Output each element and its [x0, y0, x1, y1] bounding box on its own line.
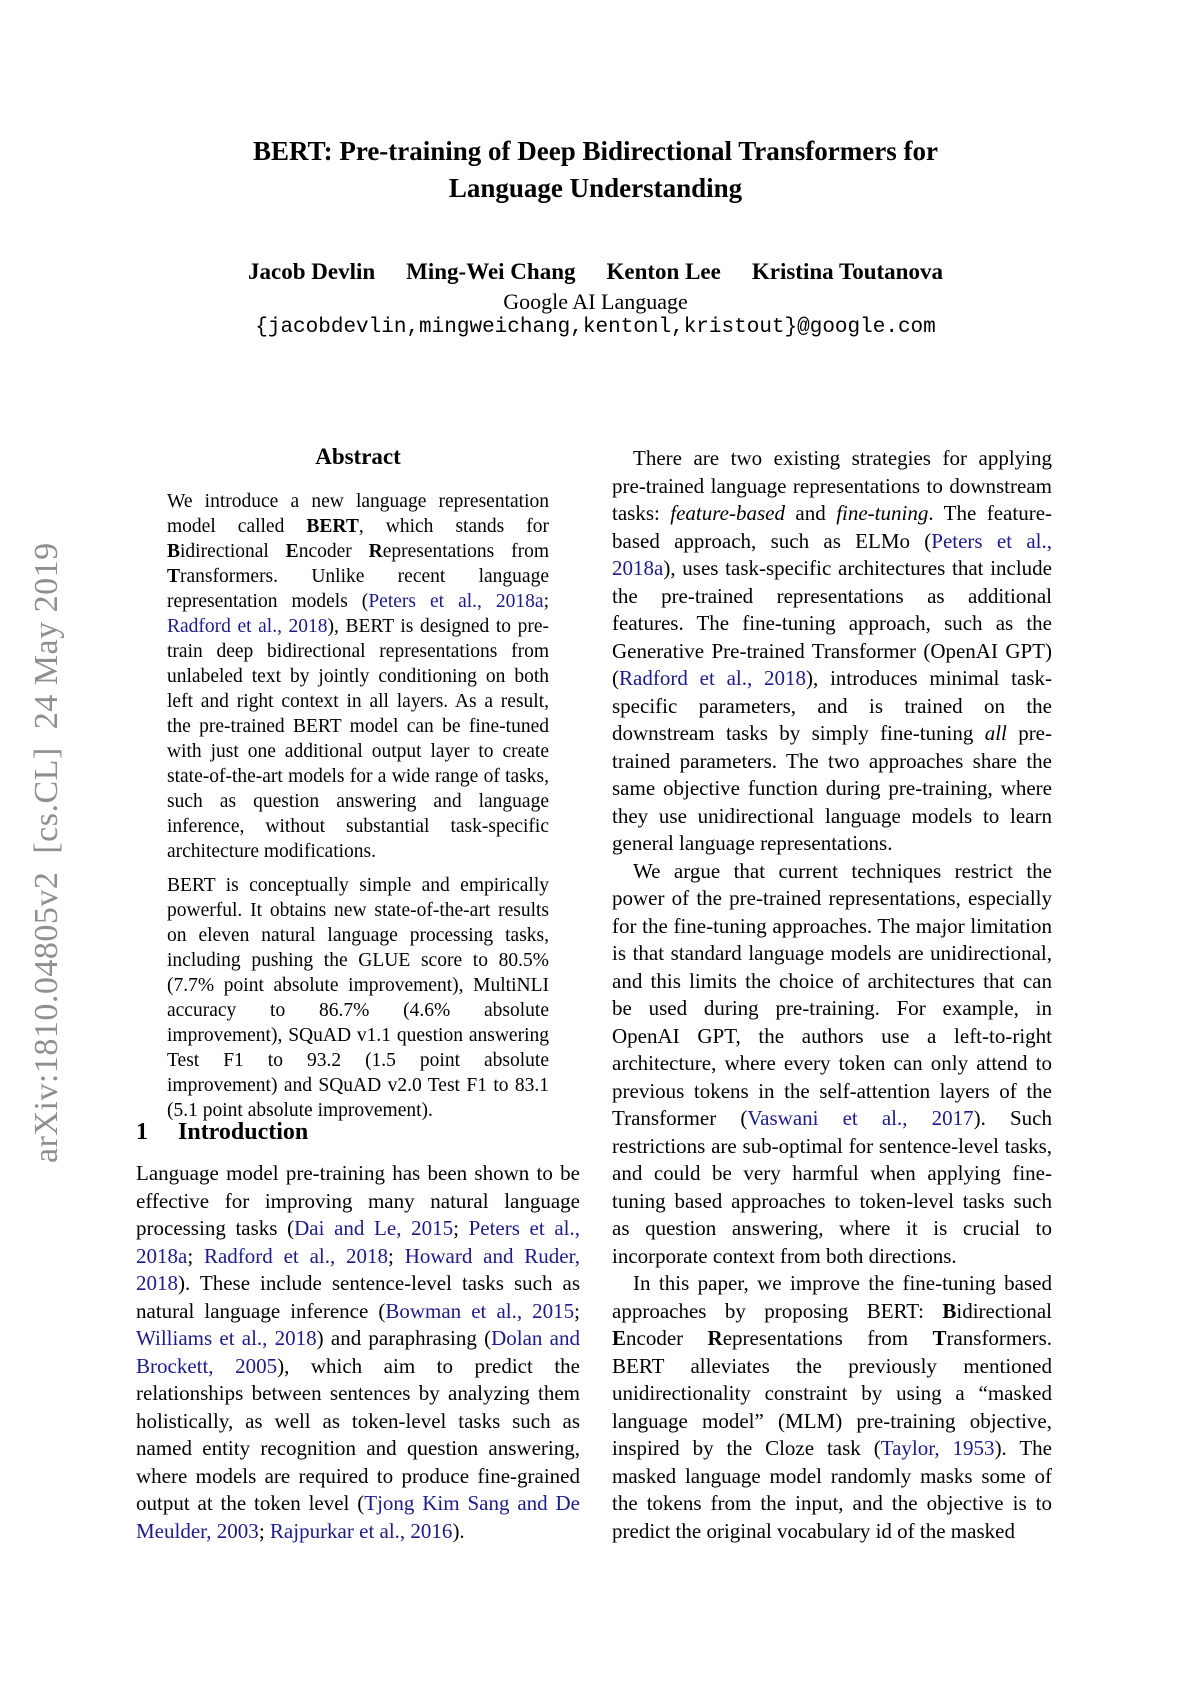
paper-title-line: BERT: Pre-training of Deep Bidirectional Transformers for	[253, 136, 938, 166]
bold-text: E	[285, 541, 299, 562]
text-run: ), which aim to predict the relationships between sentences by analyzing them holistically, as well as token-level tasks such as named entity recognition and question answering, where models are required to produce fine-grained output at the token level (	[136, 1353, 580, 1515]
text-run: idirectional	[956, 1298, 1052, 1323]
citation-link[interactable]: Rajpurkar et al., 2016	[269, 1518, 453, 1543]
author-list	[0, 258, 1191, 286]
author-name: Jacob Devlin	[248, 259, 376, 284]
bold-text: R	[707, 1326, 723, 1350]
author-name: Kenton Lee	[606, 259, 721, 284]
citation-link[interactable]: Peters et al., 2018a	[136, 1216, 580, 1268]
section-number: 1	[136, 1119, 148, 1145]
citation-link[interactable]: Radford et al., 2018	[619, 666, 807, 690]
citation-link[interactable]: Radford et al., 2018	[167, 616, 328, 637]
body-paragraph	[136, 1160, 580, 1545]
italic-text: fine-tuning	[836, 501, 929, 525]
text-run: ), uses task-specific architectures that include the pre-trained representations as additional features. The fine-tuning approach, such as the Generative Pre-trained Transformer (OpenAI GPT) (	[612, 556, 1052, 690]
citation-link[interactable]: Radford et al., 2018	[203, 1243, 389, 1268]
body-paragraph	[612, 445, 1052, 858]
text-run: ransformers. Unlike recent language representation models (	[167, 566, 549, 612]
text-run: ;	[258, 1518, 270, 1543]
right-column	[612, 445, 1052, 1545]
text-run: ncoder	[298, 541, 369, 562]
section-heading-introduction	[136, 1119, 580, 1146]
bold-text: B	[167, 541, 181, 562]
body-paragraph	[612, 1270, 1052, 1545]
text-run: ).	[452, 1518, 465, 1543]
text-run: ), introduces minimal task-specific parameters, and is trained on the downstream tasks by simply fine-tuning	[612, 666, 1052, 745]
citation-link[interactable]: Taylor, 1953	[880, 1436, 995, 1460]
text-run: ;	[453, 1216, 469, 1240]
text-run: epresentations from	[382, 541, 549, 562]
text-run: In this paper, we improve the fine-tuning based approaches by proposing BERT:	[612, 1271, 1052, 1323]
text-run: Language model pre-training has been shown to be effective for improving many natural language processing tasks (	[136, 1161, 580, 1240]
bold-text: T	[167, 566, 181, 587]
body-paragraph	[612, 858, 1052, 1271]
bold-text: B	[942, 1298, 957, 1323]
arxiv-stamp-text: arXiv:1810.04805v2 [cs.CL] 24 May 2019	[28, 542, 65, 1163]
citation-link[interactable]: Vaswani et al., 2017	[747, 1106, 974, 1130]
citation-link[interactable]: Tjong Kim Sang and De Meulder, 2003	[136, 1491, 580, 1543]
text-run: We argue that current techniques restrict the power of the pre-trained representations, especially for the fine-tuning approaches. The major limitation is that standard language models are unidirectional, and this limits the choice of architectures that can be used during pre-training. For example, in OpenAI GPT, the authors use a left-to-right architecture, where every token can only attend to previous tokens in the self-attention layers of the Transformer (	[612, 858, 1052, 1130]
text-run: . The feature-based approach, such as ELMo (	[612, 501, 1053, 553]
text-run: There are two existing strategies for applying pre-trained language representations to downstream tasks:	[612, 446, 1052, 525]
citation-link[interactable]: Peters et al., 2018a	[368, 591, 544, 612]
text-run: ;	[543, 591, 549, 612]
text-run: BERT is conceptually simple and empirically powerful. It obtains new state-of-the-art results on eleven natural language processing tasks, including pushing the GLUE score to 80.5% (7.7% point absolute improvement), MultiNLI accuracy to 86.7% (4.6% absolute improvement), SQuAD v1.1 question answering Test F1 to 93.2 (1.5 point absolute improvement) and SQuAD v2.0 Test F1 to 83.1 (5.1 point absolute improvement).	[167, 875, 549, 1121]
citation-link[interactable]: Peters et al., 2018a	[612, 528, 1052, 580]
abstract-paragraph	[167, 489, 549, 864]
bold-text: E	[612, 1326, 627, 1350]
text-run: ;	[388, 1243, 405, 1268]
italic-text: all	[984, 721, 1007, 745]
section-title: Introduction	[178, 1119, 309, 1145]
citation-link[interactable]: Williams et al., 2018	[136, 1326, 317, 1350]
bold-text: R	[368, 541, 383, 562]
citation-link[interactable]: Dolan and Brockett, 2005	[136, 1326, 580, 1378]
citation-link[interactable]: Dai and Le, 2015	[294, 1216, 454, 1240]
arxiv-stamp	[28, 542, 66, 1163]
abstract-heading: Abstract	[315, 444, 401, 469]
author-name: Ming-Wei Chang	[406, 259, 576, 284]
abstract-body	[167, 489, 549, 1132]
citation-link[interactable]: Howard and Ruder, 2018	[136, 1243, 581, 1295]
italic-text: feature-based	[670, 501, 785, 525]
author-name: Kristina Toutanova	[751, 259, 943, 284]
abstract-paragraph	[167, 873, 549, 1123]
text-run: ), BERT is designed to pre-train deep bidirectional representations from unlabeled text by jointly conditioning on both left and right context in all layers. As a result, the pre-trained BERT model can be fine-tuned with just one additional output layer to create state-of-the-art models for a wide range of tasks, such as question answering and language inference, without substantial task-specific architecture modifications.	[167, 616, 549, 862]
text-run: ;	[574, 1298, 580, 1323]
email-line: {jacobdevlin,mingweichang,kentonl,kristout}@google.com	[255, 316, 936, 339]
citation-link[interactable]: Bowman et al., 2015	[385, 1298, 575, 1323]
bold-text: BERT	[306, 516, 359, 537]
text-run: ransformers. BERT alleviates the previously mentioned unidirectionality constraint by using a “masked language model” (MLM) pre-training objective, inspired by the Cloze task (	[612, 1326, 1052, 1460]
text-run: ). These include sentence-level tasks such as natural language inference (	[136, 1271, 580, 1323]
paper-title-line: Language Understanding	[448, 173, 743, 203]
text-run: ncoder	[626, 1326, 708, 1350]
text-run: ). The masked language model randomly masks some of the tokens from the input, and the objective is to predict the original vocabulary id of the masked	[612, 1436, 1052, 1543]
text-run: ). Such restrictions are sub-optimal for sentence-level tasks, and could be very harmful when applying fine-tuning based approaches to token-level tasks such as question answering, where it is crucial to incorporate context from both directions.	[612, 1106, 1052, 1268]
text-run: epresentations from	[722, 1326, 933, 1350]
bold-text: T	[932, 1326, 947, 1350]
text-run: We introduce a new language representation model called	[167, 491, 549, 537]
text-run: , which stands for	[358, 516, 549, 537]
text-run: pre-trained parameters. The two approaches share the same objective function during pre-training, where they use unidirectional language models to learn general language representations.	[612, 721, 1052, 855]
text-run: ) and paraphrasing (	[316, 1326, 492, 1350]
text-run: ;	[187, 1243, 204, 1268]
paper-title	[0, 133, 1191, 207]
affiliation: Google AI Language	[503, 289, 688, 314]
text-run: and	[784, 501, 837, 525]
text-run: idirectional	[180, 541, 286, 562]
